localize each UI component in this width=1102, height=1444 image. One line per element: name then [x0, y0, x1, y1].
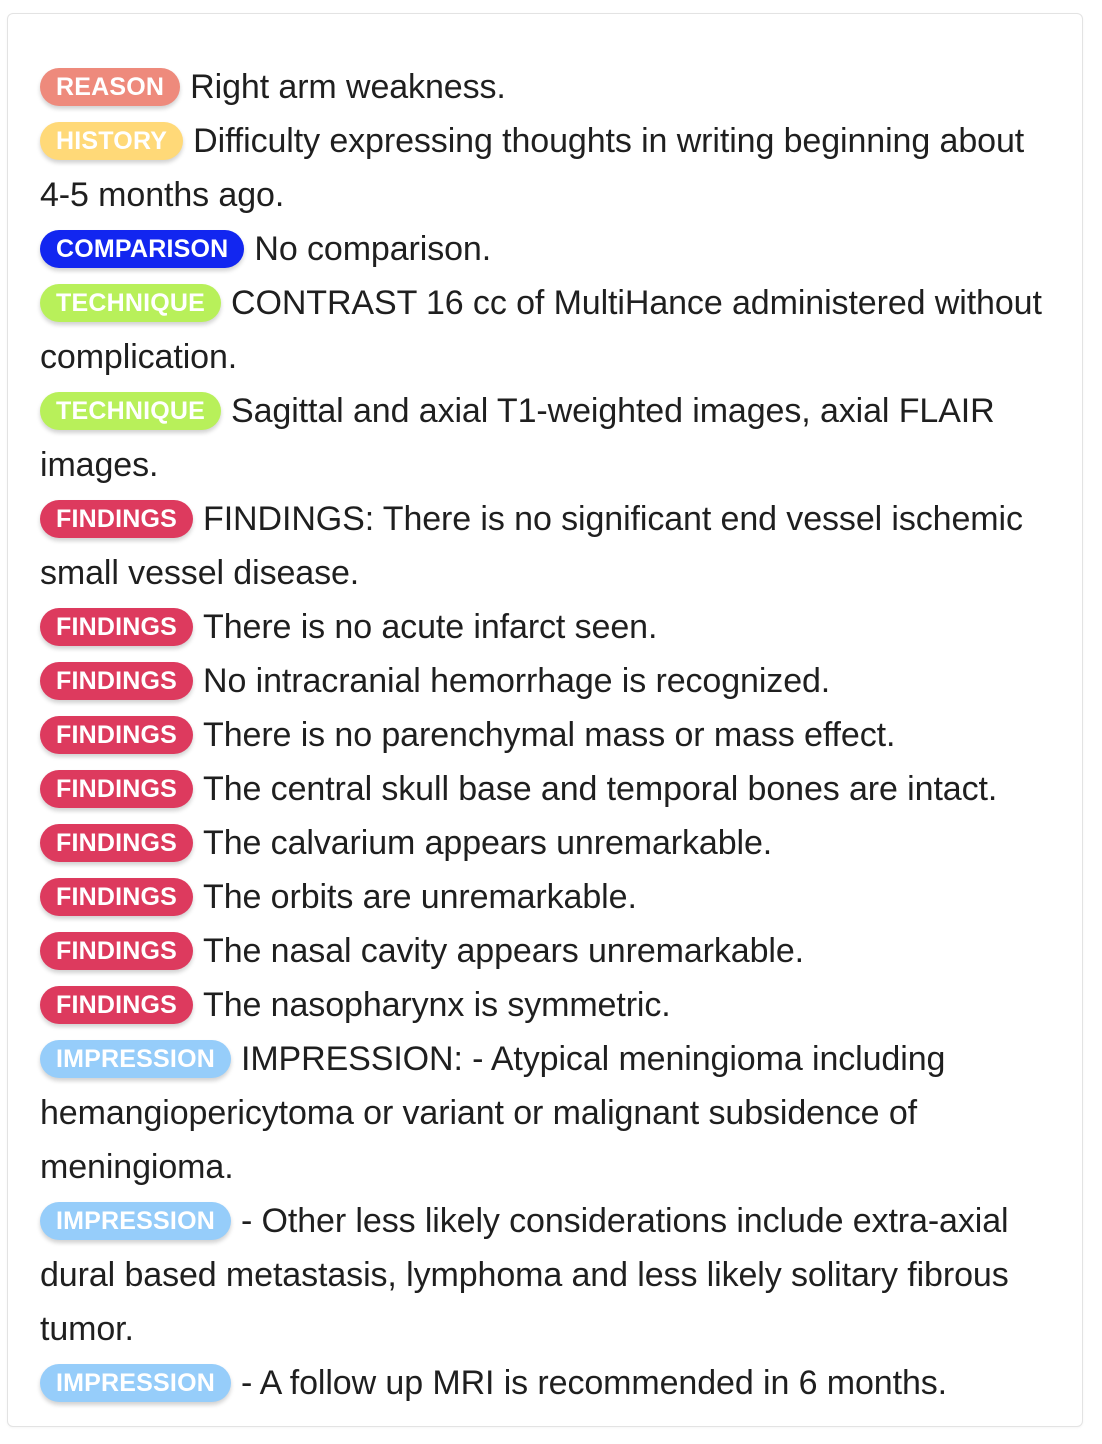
- report-entry: [40, 60, 1060, 114]
- entry-text: There is no parenchymal mass or mass effect.: [203, 716, 896, 754]
- entry-text: The nasopharynx is symmetric.: [203, 986, 671, 1024]
- entry-text: Sagittal and axial T1-weighted images, axial FLAIR images.: [40, 392, 995, 484]
- entry-text: FINDINGS: There is no significant end vessel ischemic small vessel disease.: [40, 500, 1023, 592]
- label-badge-findings: FINDINGS: [40, 716, 193, 754]
- report-entry: [40, 978, 1060, 1032]
- entry-text: The central skull base and temporal bones are intact.: [203, 770, 998, 808]
- entry-text: Difficulty expressing thoughts in writing beginning about 4-5 months ago.: [40, 122, 1025, 214]
- entry-text: The orbits are unremarkable.: [203, 878, 637, 916]
- report-entry: [40, 1356, 1060, 1410]
- report-entry: [40, 222, 1060, 276]
- entry-text: - Other less likely considerations include extra-axial dural based metastasis, lymphoma and less likely solitary fibrous tumor.: [40, 1202, 1009, 1348]
- label-badge-impression: IMPRESSION: [40, 1364, 231, 1402]
- label-badge-impression: IMPRESSION: [40, 1202, 231, 1240]
- report-entry: [40, 870, 1060, 924]
- report-entry: [40, 654, 1060, 708]
- label-badge-findings: FINDINGS: [40, 932, 193, 970]
- label-badge-findings: FINDINGS: [40, 878, 193, 916]
- entry-text: No intracranial hemorrhage is recognized.: [203, 662, 831, 700]
- label-badge-findings: FINDINGS: [40, 770, 193, 808]
- entry-text: No comparison.: [254, 230, 492, 268]
- entry-text: Right arm weakness.: [190, 68, 506, 106]
- label-badge-findings: FINDINGS: [40, 824, 193, 862]
- entry-text: The calvarium appears unremarkable.: [203, 824, 773, 862]
- label-badge-findings: FINDINGS: [40, 662, 193, 700]
- report-entry: [40, 600, 1060, 654]
- label-badge-history: HISTORY: [40, 122, 183, 160]
- entry-text: The nasal cavity appears unremarkable.: [203, 932, 805, 970]
- report-entry: [40, 924, 1060, 978]
- report-entry: [40, 762, 1060, 816]
- report-entry: [40, 492, 1060, 600]
- label-badge-technique: TECHNIQUE: [40, 284, 221, 322]
- label-badge-findings: FINDINGS: [40, 608, 193, 646]
- label-badge-reason: REASON: [40, 68, 180, 106]
- entry-text: There is no acute infarct seen.: [203, 608, 658, 646]
- report-entry: [40, 1032, 1060, 1194]
- report-entry: [40, 1194, 1060, 1356]
- label-badge-technique: TECHNIQUE: [40, 392, 221, 430]
- report-entry: [40, 276, 1060, 384]
- report-card: [7, 13, 1083, 1427]
- report-entry: [40, 114, 1060, 222]
- report-content: [40, 60, 1060, 1410]
- report-entry: [40, 384, 1060, 492]
- report-entry: [40, 816, 1060, 870]
- label-badge-impression: IMPRESSION: [40, 1040, 231, 1078]
- entry-text: CONTRAST 16 cc of MultiHance administered without complication.: [40, 284, 1042, 376]
- report-entry: [40, 708, 1060, 762]
- entry-text: - A follow up MRI is recommended in 6 months.: [240, 1364, 948, 1402]
- label-badge-findings: FINDINGS: [40, 986, 193, 1024]
- label-badge-findings: FINDINGS: [40, 500, 193, 538]
- label-badge-comparison: COMPARISON: [40, 230, 244, 268]
- entry-text: IMPRESSION: - Atypical meningioma including hemangiopericytoma or variant or malignant subsidence of meningioma.: [40, 1040, 946, 1186]
